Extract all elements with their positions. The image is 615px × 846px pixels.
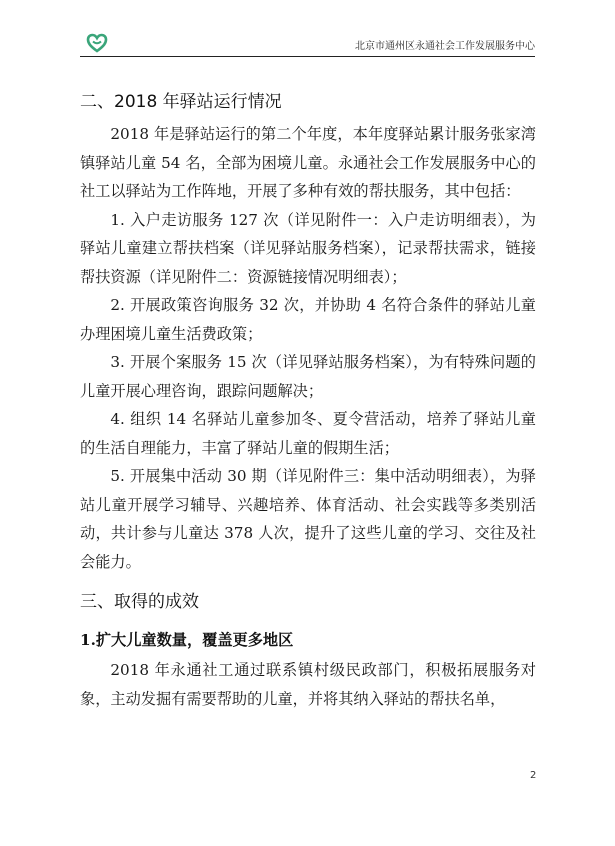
- page-header: [80, 30, 535, 57]
- section3-heading: 三、取得的成效: [80, 592, 199, 612]
- section3-subheading: 1.扩大儿童数量，覆盖更多地区: [80, 631, 294, 649]
- page-number: 2: [530, 770, 537, 781]
- service-item-4: 4. 组织 14 名驿站儿童参加冬、夏令营活动，培养了驿站儿童的生活自理能力，丰富了驿站儿童的假期生活；: [80, 410, 536, 457]
- section2-heading: 二、2018 年驿站运行情况: [80, 92, 282, 112]
- section2-intro: 2018 年是驿站运行的第二个年度，本年度驿站累计服务张家湾镇驿站儿童 54 名，全部为困境儿童。永通社会工作发展服务中心的社工以驿站为工作阵地，开展了多种有效的帮扶服务，其中包括：: [80, 125, 536, 200]
- service-item-2: 2. 开展政策咨询服务 32 次，并协助 4 名符合条件的驿站儿童办理困境儿童生活费政策；: [80, 296, 536, 343]
- service-item-5: 5. 开展集中活动 30 期（详见附件三：集中活动明细表），为驿站儿童开展学习辅导、兴趣培养、体育活动、社会实践等多类别活动，共计参与儿童达 378 人次，提升了这些儿童的学习、交往及社会能力。: [80, 467, 536, 571]
- organization-name: 北京市通州区永通社会工作发展服务中心: [355, 41, 535, 52]
- service-item-3: 3. 开展个案服务 15 次（详见驿站服务档案），为有特殊问题的儿童开展心理咨询，跟踪问题解决；: [80, 353, 536, 400]
- service-item-1: 1. 入户走访服务 127 次（详见附件一：入户走访明细表），为驿站儿童建立帮扶档案（详见驿站服务档案），记录帮扶需求，链接帮扶资源（详见附件二：资源链接情况明细表）；: [80, 210, 536, 286]
- heart-logo-icon: [86, 32, 108, 54]
- section3-paragraph: 2018 年永通社工通过联系镇村级民政部门，积极拓展服务对象，主动发掘有需要帮助的儿童，并将其纳入驿站的帮扶名单，: [80, 661, 536, 708]
- document-body: [80, 84, 536, 713]
